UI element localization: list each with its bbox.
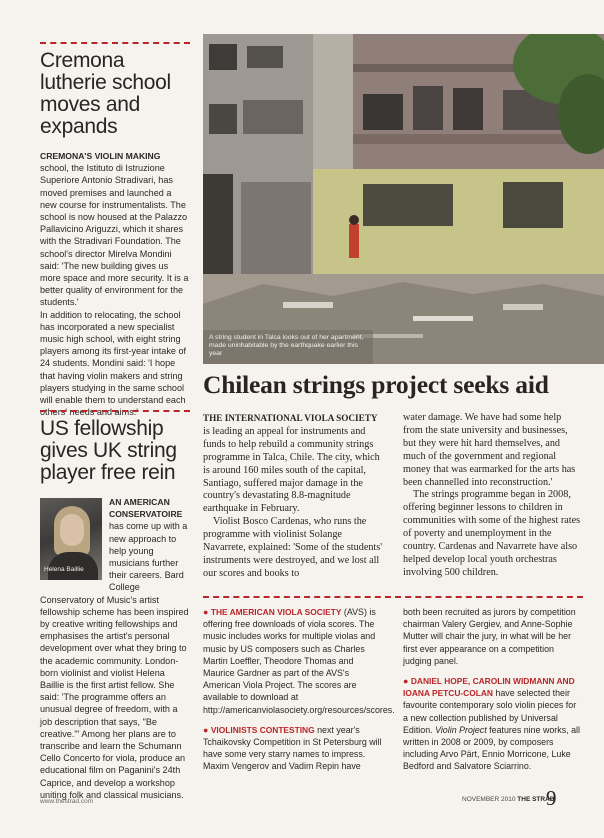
briefs-column-2 <box>403 606 583 781</box>
damaged-building-illustration <box>203 34 604 364</box>
section-divider <box>40 42 190 44</box>
chile-col1-p1: is leading an appeal for instruments and funds to help rebuild a community strings programme in Talca, Chile. The city, which is around 160 miles south of the capital, Santiago, suffered major damage in the country's devastating 8.8-magnitude earthquake in February. <box>203 425 380 515</box>
fellowship-story <box>40 410 190 801</box>
news-briefs <box>203 606 583 781</box>
section-divider <box>40 410 190 412</box>
chile-article <box>203 412 583 581</box>
cremona-body-text-2: In addition to relocating, the school has incorporated a new specialist music high school, with eight string players among its first-year intake of 24 students. Mondini said: 'I hope that having violin makers and string players studying in the same school will enable them to understand each others' needs and aims.' <box>40 309 187 418</box>
footer-url: www.thestrad.com <box>40 798 94 805</box>
page-number: 9 <box>546 786 557 810</box>
chile-headline: Chilean strings project seeks aid <box>203 370 549 399</box>
brief-1-lead: THE AMERICAN VIOLA SOCIETY <box>210 607 342 617</box>
earthquake-photo <box>203 34 604 364</box>
brief-2-lead: VIOLINISTS CONTESTING <box>210 724 315 735</box>
chile-lead: THE INTERNATIONAL VIOLA SOCIETY <box>203 413 378 423</box>
brief-4-body-a: have selected their favourite contemporary solo violin pieces for a new collection published by Universal Edition. <box>403 688 577 735</box>
footer-issue <box>462 796 554 803</box>
bullet-icon: ● <box>203 607 209 617</box>
fellowship-body <box>40 496 190 801</box>
cremona-headline: Cremona lutherie school moves and expands <box>40 49 171 138</box>
cremona-body-text: school, the Istituto di Istruzione Superiore Antonio Stradivari, has moved premises and launched a new course for instrumentalists. The school is now housed at the Palazzo Pallavicino Ariguzzi, which it shares with the Stradivari Foundation. The school's director Mirelva Mondini said: 'The new building gives us more space and more security. It is a better quality of environment for the students.' <box>40 163 189 308</box>
chile-column-2 <box>403 412 583 581</box>
fellowship-body-text: has come up with a new approach to help young musicians further their careers. Bard College Conservatory of Music's artist fellowship scheme has been inspired by creative writing fellowships and emphasises the artist's personal development over what they bring to the academic community. London-born violinist and violist Helena Baillie is the first artist fellow. She said: 'The programme offers an unusual degree of freedom, with a job description that says, "Be creative."' Among her plans are to transcribe and learn the Schumann Cello Concerto for viola, produce an educational film on Paganini's 24th Caprice, and develop a workshop uniting folk and classical musicians. <box>40 521 189 800</box>
fellowship-headline: US fellowship gives UK string player free rein <box>40 417 177 484</box>
brief-tchaikovsky <box>203 724 383 773</box>
chile-col2-p2: The strings programme began in 2008, offering beginner lessons to children in communities with some of the highest rates of poverty and unemployment in the country. Cardenas and Navarrete have also helped develop local youth orchestras involving 500 children. <box>403 489 581 578</box>
brief-4-title: Violin Project <box>435 724 487 735</box>
bullet-icon: ● <box>403 676 409 687</box>
portrait-caption: Helena Baillie <box>44 565 84 573</box>
briefs-column-1 <box>203 606 395 781</box>
chile-col2-p1: water damage. We have had some help from the state university and businesses, but they were hit hard themselves, and much of the government and regional money that was earmarked for the arts has been channelled into reconstruction.' <box>403 412 576 488</box>
photo-caption: A string student in Talca looks out of her apartment, made uninhabitable by the earthquake earlier this year <box>209 334 364 357</box>
cremona-story <box>40 42 190 418</box>
brief-viola-society <box>203 606 395 716</box>
chile-col1-p2: Violist Bosco Cardenas, who runs the programme with violinist Solange Navarrete, explained: 'Some of the students' instruments were destroyed, and we lost all our scores and books to <box>203 516 383 579</box>
fellowship-lead: AN AMERICAN CONSERVATOIRE <box>109 497 183 520</box>
footer-date: NOVEMBER 2010 <box>462 796 516 803</box>
cremona-lead: CREMONA'S VIOLIN MAKING <box>40 151 161 161</box>
brief-4-lead: DANIEL HOPE, CAROLIN WIDMANN AND IOANA PETCU-COLAN <box>403 676 575 699</box>
brief-4-body-b: features nine works, all written in 2008 or 2009, by composers including Arvo Pärt, Ennio Morricone, Luke Bedford and Salvatore Sciarrino. <box>403 724 580 772</box>
brief-tchaikovsky-cont: both been recruited as jurors by competition chairman Valery Gergiev, and Anne-Sophie Mutter will chair the jury, in what will be her first ever appearance on a competition judging panel. <box>403 607 576 666</box>
brief-2-body: next year's Tchaikovsky Competition in St Petersburg will have some very starry names to impress. Maxim Vengerov and Vadim Repin have <box>203 724 382 772</box>
brief-violin-project <box>403 675 583 773</box>
chile-column-1 <box>203 412 383 581</box>
cremona-body <box>40 150 190 418</box>
briefs-divider <box>203 596 583 598</box>
helena-baillie-portrait <box>40 498 102 580</box>
footer-magazine: THE STRAD <box>517 796 555 803</box>
bullet-icon: ● <box>203 724 209 735</box>
brief-1-body: (AVS) is offering free downloads of viola scores. The music includes works for multiple violas and music by US composers such as Charles Martin Loeffler, Theodore Thomas and Maurice Gardner as part of the AVS's American Viola Project. The scores are available to download at http://americanviolasociety.org/resources/scores. <box>203 607 395 715</box>
